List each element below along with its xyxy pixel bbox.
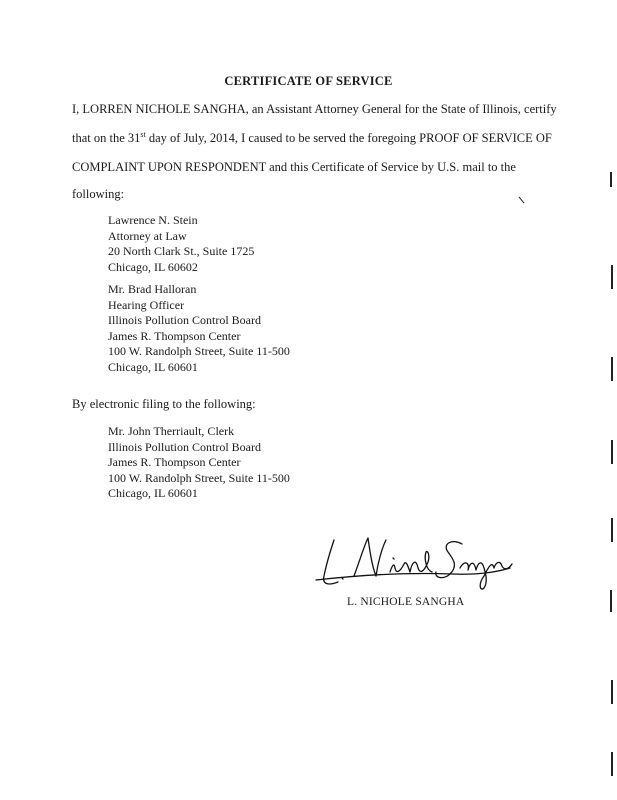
mail-recipient-1 <box>108 213 254 275</box>
mail-recipient-2 <box>108 282 290 375</box>
scan-artifact-mark <box>611 440 613 464</box>
handwritten-signature <box>312 532 522 598</box>
paragraph-line-2-start: that on the 31 <box>72 131 141 145</box>
paragraph-line-2-end: day of July, 2014, I caused to be served the foregoing PROOF OF SERVICE OF <box>145 131 552 145</box>
paragraph-line-2 <box>72 131 552 146</box>
address-line: Mr. Brad Halloran <box>108 282 197 296</box>
address-line: Attorney at Law <box>108 228 187 243</box>
address-line: Chicago, IL 60601 <box>108 359 198 374</box>
address-line: Chicago, IL 60602 <box>108 259 198 274</box>
address-line: Hearing Officer <box>108 297 185 312</box>
address-line: 20 North Clark St., Suite 1725 <box>108 244 255 258</box>
address-line: James R. Thompson Center <box>108 328 241 343</box>
address-line: 100 W. Randolph Street, Suite 11-500 <box>108 470 290 485</box>
scan-artifact-mark <box>611 357 613 381</box>
efiling-intro: By electronic filing to the following: <box>72 397 256 411</box>
address-line: Mr. John Therriault, Clerk <box>108 424 235 438</box>
scan-artifact-mark <box>610 590 612 612</box>
address-line: Chicago, IL 60601 <box>108 486 198 500</box>
address-line: 100 W. Randolph Street, Suite 11-500 <box>108 344 290 358</box>
paragraph-line-1: I, LORREN NICHOLE SANGHA, an Assistant Attorney General for the State of Illinois, certify <box>72 102 557 116</box>
address-line: Lawrence N. Stein <box>108 213 198 227</box>
ordinal-suffix: st <box>140 129 146 139</box>
document-title: CERTIFICATE OF SERVICE <box>224 74 393 88</box>
address-line: Illinois Pollution Control Board <box>108 313 262 327</box>
address-line: James R. Thompson Center <box>108 455 241 469</box>
scan-artifact-tick <box>519 197 525 204</box>
scan-artifact-mark <box>611 752 613 776</box>
printed-name: L. NICHOLE SANGHA <box>347 596 465 608</box>
paragraph-line-3: COMPLAINT UPON RESPONDENT and this Certificate of Service by U.S. mail to the <box>72 160 516 174</box>
address-line: Illinois Pollution Control Board <box>108 439 262 454</box>
scan-artifact-mark <box>611 518 613 542</box>
scan-artifact-mark <box>611 680 613 704</box>
scan-artifact-mark <box>610 172 612 187</box>
efiling-recipient <box>108 424 290 502</box>
paragraph-line-4: following: <box>72 187 125 201</box>
scan-artifact-mark <box>611 265 613 289</box>
